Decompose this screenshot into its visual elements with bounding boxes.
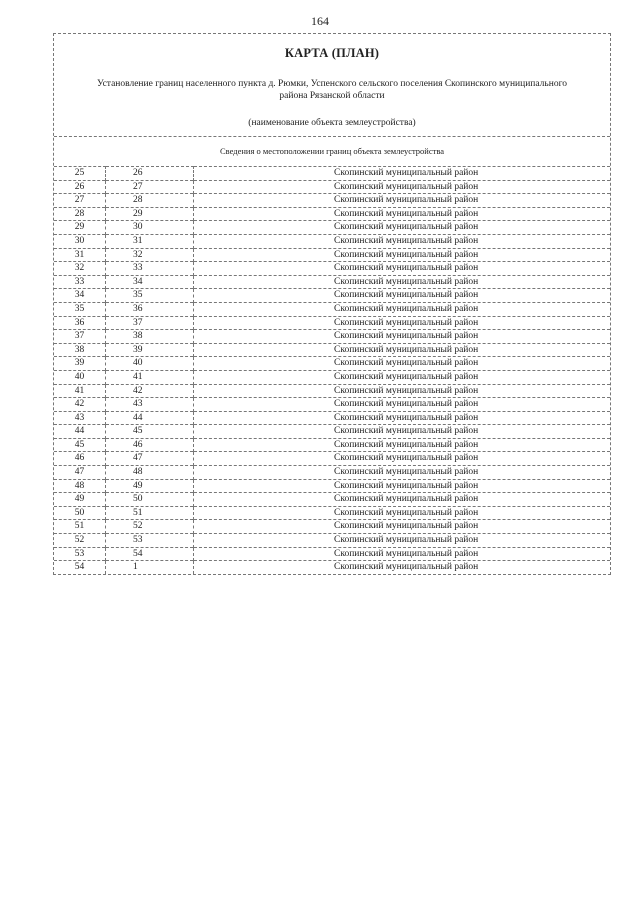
- point-from-cell: 34: [54, 289, 106, 303]
- table-row: [54, 194, 610, 208]
- point-to-cell: 43: [106, 398, 194, 412]
- point-from-cell: 49: [54, 493, 106, 507]
- point-from-cell: 54: [54, 561, 106, 574]
- boundary-table-body: [54, 167, 610, 574]
- description-cell: Скопинский муниципальный район: [194, 398, 611, 412]
- point-from-cell: 51: [54, 520, 106, 534]
- table-row: [54, 493, 610, 507]
- point-to-cell: 33: [106, 262, 194, 276]
- point-to-cell: 44: [106, 411, 194, 425]
- description-cell: Скопинский муниципальный район: [194, 534, 611, 548]
- section-heading: Сведения о местоположении границ объекта землеустройства: [54, 136, 610, 166]
- point-from-cell: 26: [54, 180, 106, 194]
- description-cell: Скопинский муниципальный район: [194, 411, 611, 425]
- description-cell: Скопинский муниципальный район: [194, 221, 611, 235]
- point-to-cell: 31: [106, 234, 194, 248]
- point-from-cell: 29: [54, 221, 106, 235]
- table-row: [54, 411, 610, 425]
- point-to-cell: 45: [106, 425, 194, 439]
- description-cell: Скопинский муниципальный район: [194, 234, 611, 248]
- description-cell: Скопинский муниципальный район: [194, 167, 611, 181]
- description-cell: Скопинский муниципальный район: [194, 262, 611, 276]
- table-row: [54, 357, 610, 371]
- point-from-cell: 40: [54, 370, 106, 384]
- table-row: [54, 561, 610, 574]
- point-to-cell: 32: [106, 248, 194, 262]
- point-to-cell: 46: [106, 438, 194, 452]
- description-cell: Скопинский муниципальный район: [194, 425, 611, 439]
- point-from-cell: 36: [54, 316, 106, 330]
- table-row: [54, 302, 610, 316]
- point-to-cell: 27: [106, 180, 194, 194]
- description-cell: Скопинский муниципальный район: [194, 506, 611, 520]
- point-to-cell: 37: [106, 316, 194, 330]
- point-from-cell: 31: [54, 248, 106, 262]
- document-description: Установление границ населенного пункта д. Рюмки, Успенского сельского поселения Скопинского муниципального района Рязанской области: [97, 79, 567, 101]
- description-cell: Скопинский муниципальный район: [194, 561, 611, 574]
- table-row: [54, 262, 610, 276]
- table-row: [54, 289, 610, 303]
- point-to-cell: 52: [106, 520, 194, 534]
- point-from-cell: 42: [54, 398, 106, 412]
- point-to-cell: 54: [106, 547, 194, 561]
- point-from-cell: 38: [54, 343, 106, 357]
- table-row: [54, 438, 610, 452]
- point-from-cell: 43: [54, 411, 106, 425]
- point-to-cell: 35: [106, 289, 194, 303]
- table-row: [54, 425, 610, 439]
- table-row: [54, 180, 610, 194]
- table-row: [54, 343, 610, 357]
- description-cell: Скопинский муниципальный район: [194, 384, 611, 398]
- point-from-cell: 48: [54, 479, 106, 493]
- table-row: [54, 534, 610, 548]
- point-from-cell: 44: [54, 425, 106, 439]
- point-from-cell: 35: [54, 302, 106, 316]
- point-from-cell: 41: [54, 384, 106, 398]
- table-row: [54, 330, 610, 344]
- point-from-cell: 39: [54, 357, 106, 371]
- point-to-cell: 49: [106, 479, 194, 493]
- table-row: [54, 506, 610, 520]
- point-from-cell: 53: [54, 547, 106, 561]
- point-to-cell: 29: [106, 207, 194, 221]
- table-row: [54, 221, 610, 235]
- point-to-cell: 26: [106, 167, 194, 181]
- description-cell: Скопинский муниципальный район: [194, 180, 611, 194]
- description-cell: Скопинский муниципальный район: [194, 520, 611, 534]
- boundary-table: [54, 166, 610, 574]
- point-from-cell: 27: [54, 194, 106, 208]
- point-from-cell: 32: [54, 262, 106, 276]
- table-row: [54, 370, 610, 384]
- point-to-cell: 1: [106, 561, 194, 574]
- table-row: [54, 398, 610, 412]
- point-from-cell: 50: [54, 506, 106, 520]
- table-row: [54, 384, 610, 398]
- point-to-cell: 39: [106, 343, 194, 357]
- point-from-cell: 37: [54, 330, 106, 344]
- document-frame: [53, 33, 611, 575]
- point-to-cell: 38: [106, 330, 194, 344]
- point-from-cell: 45: [54, 438, 106, 452]
- description-cell: Скопинский муниципальный район: [194, 302, 611, 316]
- point-from-cell: 47: [54, 466, 106, 480]
- table-row: [54, 316, 610, 330]
- document-header: [54, 34, 610, 136]
- point-from-cell: 30: [54, 234, 106, 248]
- description-cell: Скопинский муниципальный район: [194, 289, 611, 303]
- point-from-cell: 25: [54, 167, 106, 181]
- point-from-cell: 46: [54, 452, 106, 466]
- description-cell: Скопинский муниципальный район: [194, 207, 611, 221]
- table-row: [54, 520, 610, 534]
- point-to-cell: 48: [106, 466, 194, 480]
- description-cell: Скопинский муниципальный район: [194, 343, 611, 357]
- description-cell: Скопинский муниципальный район: [194, 547, 611, 561]
- table-row: [54, 547, 610, 561]
- point-to-cell: 28: [106, 194, 194, 208]
- table-row: [54, 167, 610, 181]
- table-row: [54, 452, 610, 466]
- description-cell: Скопинский муниципальный район: [194, 493, 611, 507]
- object-name-caption: (наименование объекта землеустройства): [248, 118, 416, 128]
- description-cell: Скопинский муниципальный район: [194, 248, 611, 262]
- point-to-cell: 34: [106, 275, 194, 289]
- table-row: [54, 479, 610, 493]
- description-cell: Скопинский муниципальный район: [194, 330, 611, 344]
- description-cell: Скопинский муниципальный район: [194, 275, 611, 289]
- description-cell: Скопинский муниципальный район: [194, 194, 611, 208]
- point-to-cell: 41: [106, 370, 194, 384]
- point-to-cell: 36: [106, 302, 194, 316]
- table-row: [54, 207, 610, 221]
- document-title: КАРТА (ПЛАН): [284, 46, 380, 60]
- description-cell: Скопинский муниципальный район: [194, 357, 611, 371]
- description-cell: Скопинский муниципальный район: [194, 438, 611, 452]
- table-row: [54, 234, 610, 248]
- point-to-cell: 40: [106, 357, 194, 371]
- page-number: 164: [311, 14, 329, 28]
- point-from-cell: 33: [54, 275, 106, 289]
- description-cell: Скопинский муниципальный район: [194, 316, 611, 330]
- point-to-cell: 30: [106, 221, 194, 235]
- point-to-cell: 47: [106, 452, 194, 466]
- table-row: [54, 466, 610, 480]
- table-row: [54, 275, 610, 289]
- point-to-cell: 50: [106, 493, 194, 507]
- point-to-cell: 53: [106, 534, 194, 548]
- description-cell: Скопинский муниципальный район: [194, 466, 611, 480]
- description-cell: Скопинский муниципальный район: [194, 452, 611, 466]
- table-row: [54, 248, 610, 262]
- description-cell: Скопинский муниципальный район: [194, 370, 611, 384]
- description-cell: Скопинский муниципальный район: [194, 479, 611, 493]
- point-from-cell: 28: [54, 207, 106, 221]
- point-from-cell: 52: [54, 534, 106, 548]
- point-to-cell: 42: [106, 384, 194, 398]
- point-to-cell: 51: [106, 506, 194, 520]
